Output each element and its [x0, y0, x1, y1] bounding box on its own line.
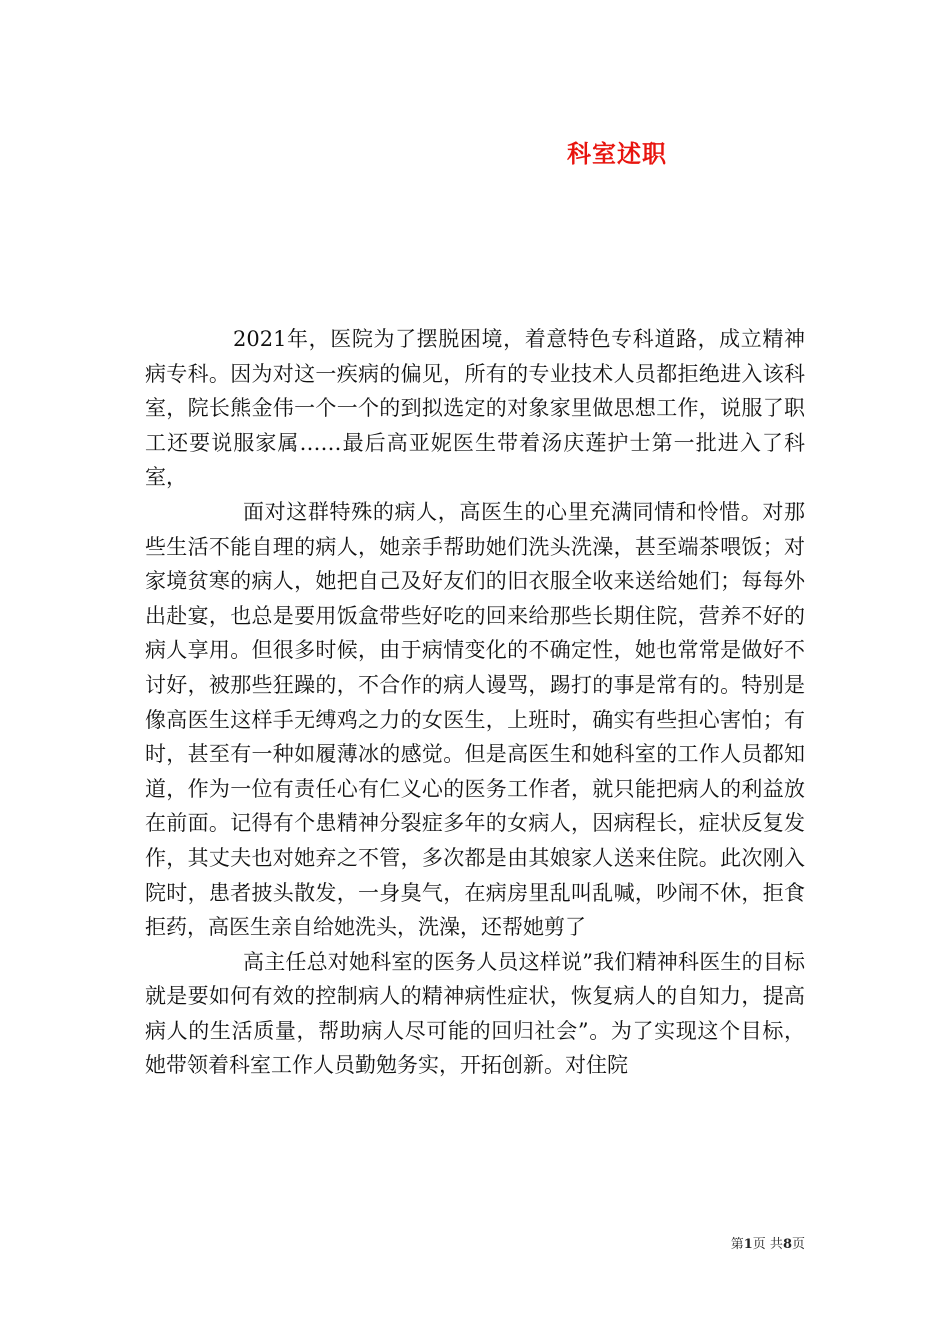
total-pages-number: 8: [782, 1237, 792, 1252]
paragraph: 面对这群特殊的病人，高医生的心里充满同情和怜惜。对那些生活不能自理的病人，她亲手帮助她们洗头洗澡，甚至端茶喂饭；对家境贫寒的病人，她把自己及好友们的旧衣服全收来送给她们；每每外出赴宴，也总是要用饭盒带些好吃的回来给那些长期住院，营养不好的病人享用。但很多时候，由于病情变化的不确定性，她也常常是做好不讨好，被那些狂躁的，不合作的病人谩骂，踢打的事是常有的。特别是像高医生这样手无缚鸡之力的女医生，上班时，确实有些担心害怕；有时，甚至有一种如履薄冰的感觉。但是高医生和她科室的工作人员都知道，作为一位有责任心有仁义心的医务工作者，就只能把病人的利益放在前面。记得有个患精神分裂症多年的女病人，因病程长，症状反复发作，其丈夫也对她弃之不管，多次都是由其娘家人送来住院。此次刚入院时，患者披头散发，一身臭气，在病房里乱叫乱喊，吵闹不休，拒食拒药，高医生亲自给她洗头，洗澡，还帮她剪了: [145, 499, 805, 940]
page-footer: [731, 1233, 805, 1252]
document-title: 科室述职: [567, 139, 667, 168]
footer-middle: 页 共: [752, 1237, 783, 1252]
paragraph: 高主任总对她科室的医务人员这样说”我们精神科医生的目标就是要如何有效的控制病人的精神病性症状，恢复病人的自知力，提高病人的生活质量，帮助病人尽可能的回归社会”。为了实现这个目标，她带领着科室工作人员勤勉务实，开拓创新。对住院: [145, 949, 805, 1078]
footer-prefix: 第: [730, 1237, 744, 1252]
footer-suffix: 页: [791, 1237, 805, 1252]
current-page-number: 1: [743, 1237, 753, 1252]
document-body: [145, 322, 805, 1083]
paragraph: 2021年，医院为了摆脱困境，着意特色专科道路，成立精神病专科。因为对这一疾病的偏见，所有的专业技术人员都拒绝进入该科室，院长熊金伟一个一个的到拟选定的对象家里做思想工作，说服了职工还要说服家属……最后高亚妮医生带着汤庆莲护士第一批进入了科室，: [145, 327, 805, 490]
